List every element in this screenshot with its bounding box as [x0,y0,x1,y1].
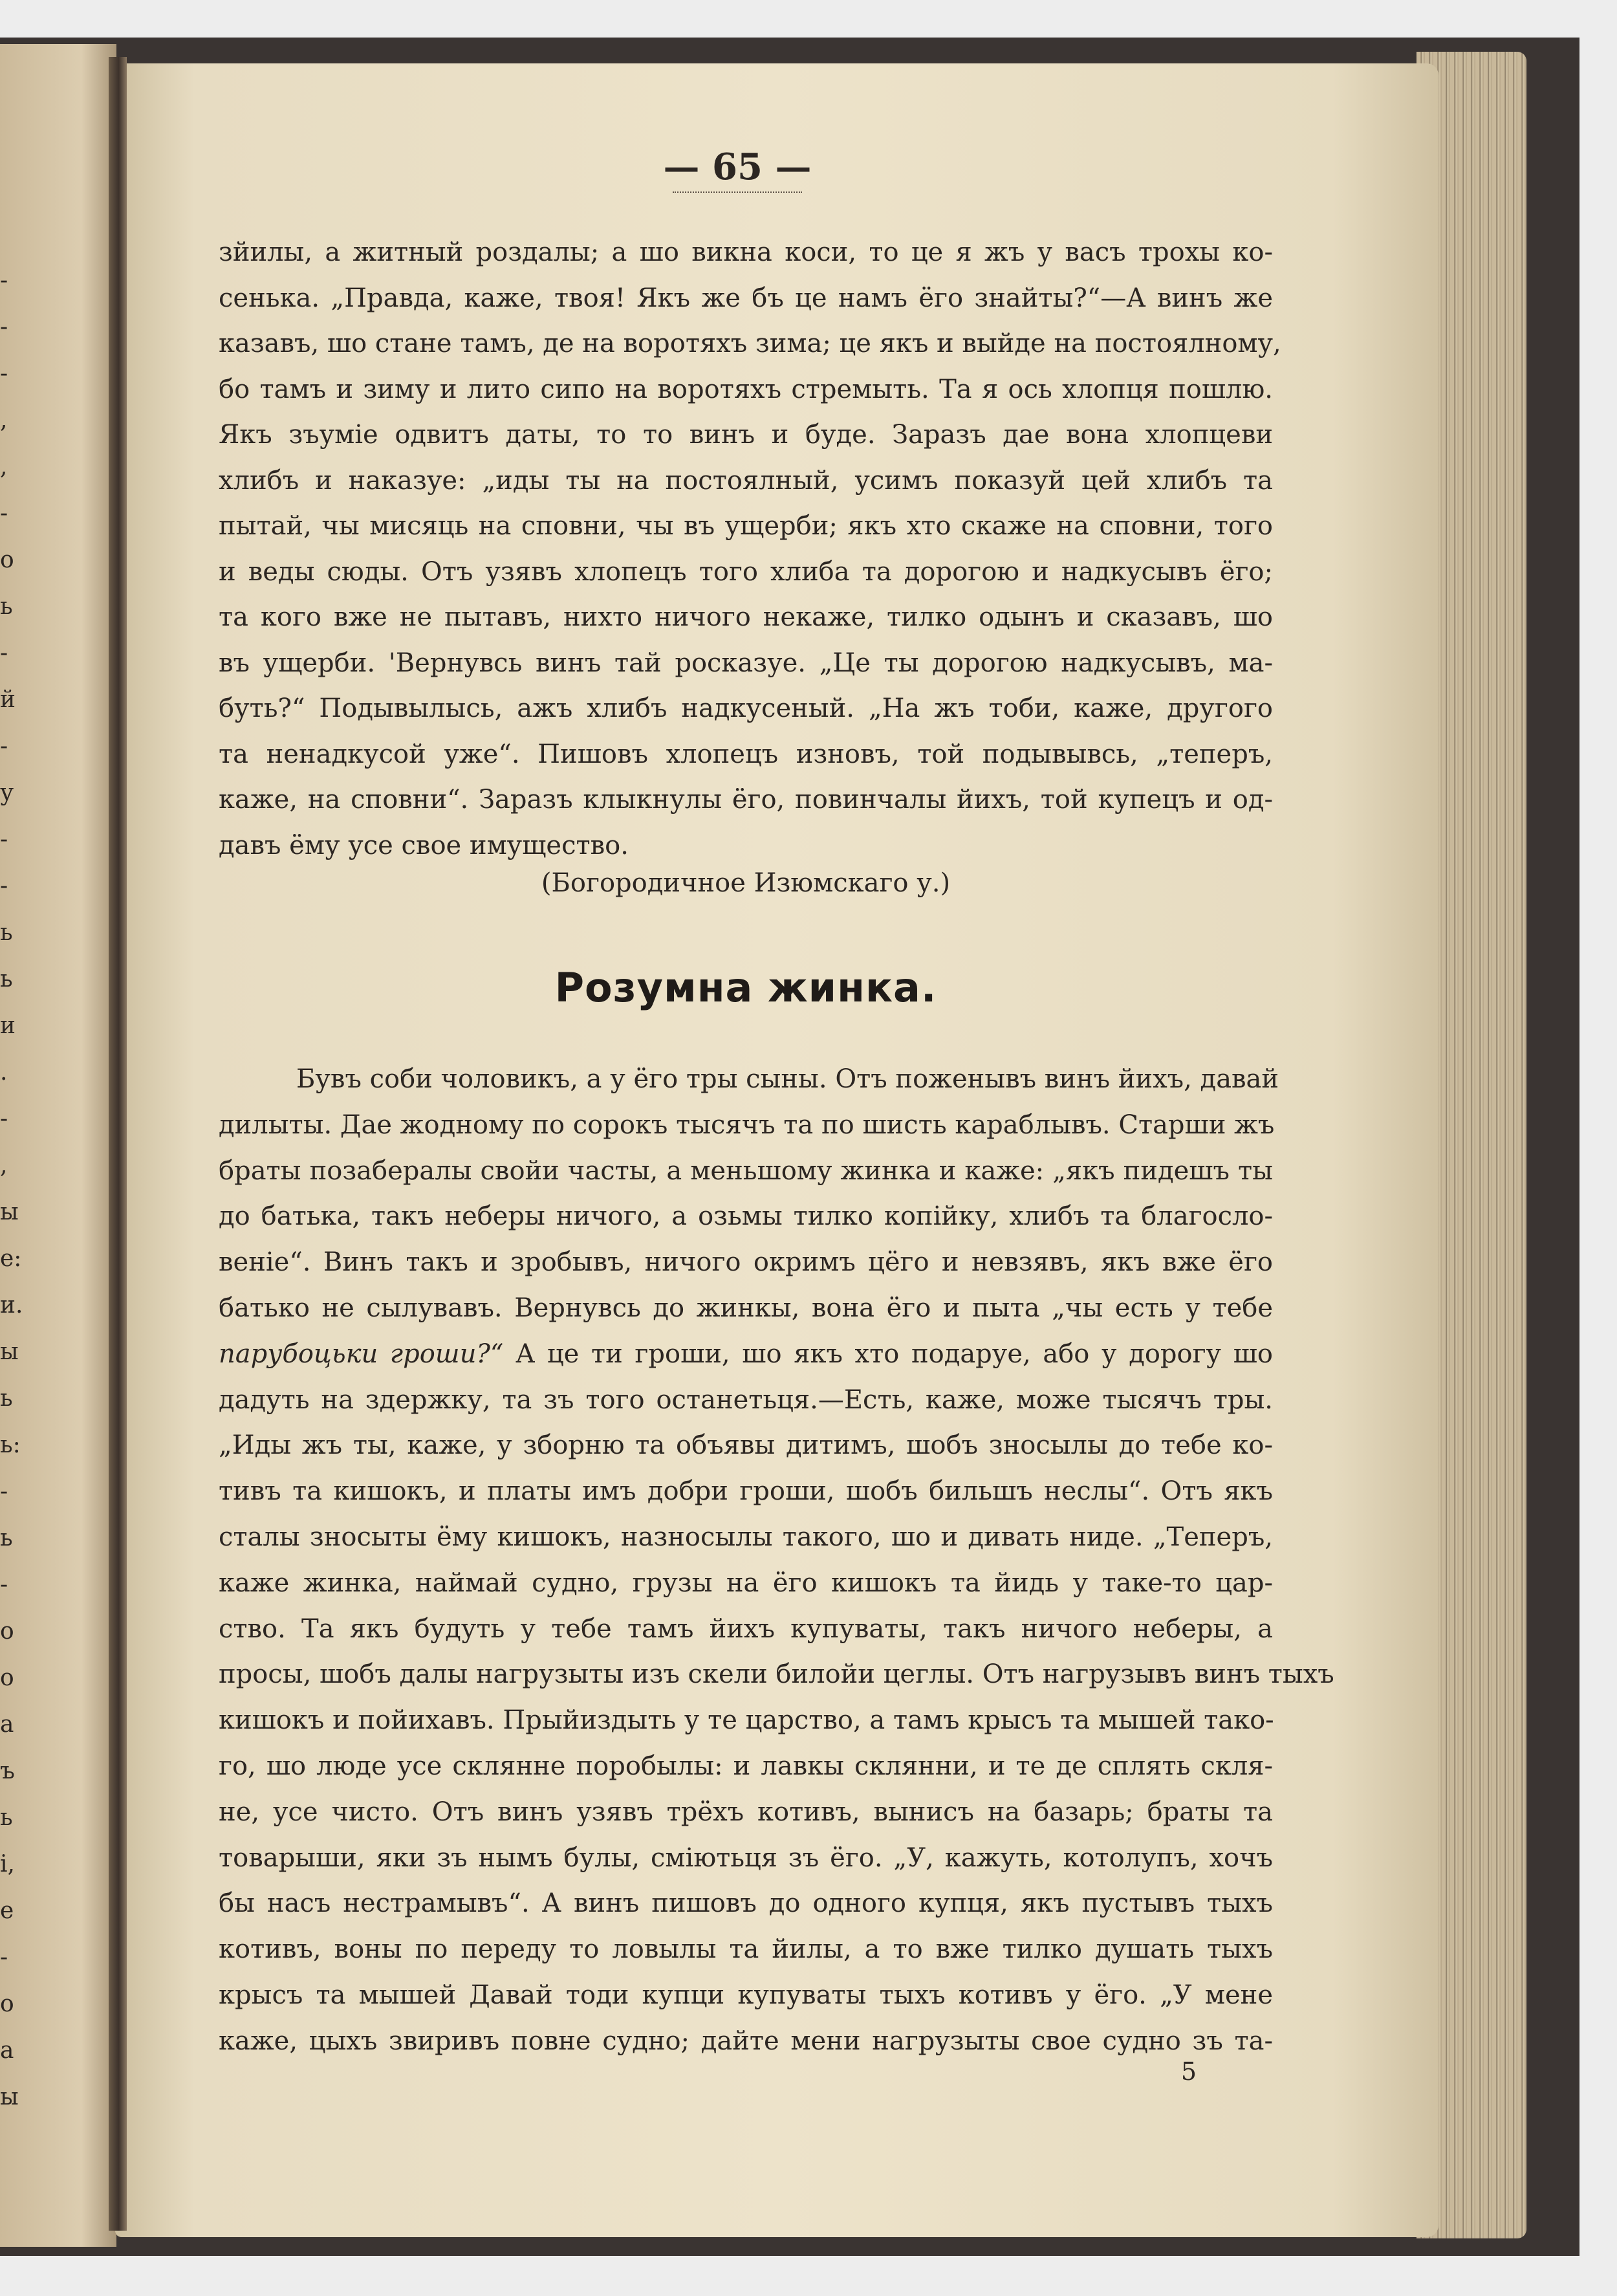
book-scan [0,38,1579,2256]
text-line: батько не сылувавъ. Вернувсь до жинкы, вона ёго и пыта „чы есть у тебе [219,1293,1273,1323]
left-page-fragment: , [0,454,8,480]
text-line: кишокъ и пойихавъ. Прыйиздыть у те царство, а тамъ крысъ та мышей тако- [219,1705,1274,1736]
left-page-fragment: о [0,547,14,573]
left-page-fragment: ь [0,966,13,992]
text-line: казавъ, шо стане тамъ, де на воротяхъ зима; це якъ и выйде на постоялному, [219,329,1281,358]
left-page-fragment: о [0,1665,14,1691]
left-page-fragment: ь: [0,1432,21,1458]
book-gutter [109,57,127,2231]
text-line: сенька. „Правда, каже, твоя! Якъ же бъ це намъ ёго знайты?“—А винъ же [219,283,1273,313]
text-line: до батька, такъ неберы ничого, а озьмы тилко копiйку, хлибъ та благосло- [219,1201,1273,1232]
page-number: — 65 — [663,146,812,188]
left-page-edge [0,44,116,2247]
text-line: Бувъ соби чоловикъ, а у ёго тры сыны. Отъ поженывъ винъ йихъ, давай [296,1064,1279,1094]
left-page-fragment: - [0,1571,8,1598]
left-page-fragment: о [0,1991,14,2017]
text-line: парубоцьки гроши?“ А це ти гроши, шо якъ хто подаруе, або у дорогу шо [219,1339,1274,1369]
text-line: та кого вже не пытавъ, нихто ничого некаже, тилко одынъ и сказавъ, шо [219,602,1273,632]
left-page-fragment: - [0,314,8,340]
left-page-fragment: и [0,1012,16,1039]
left-page-fragment: . [0,1059,8,1086]
text-line: венie“. Винъ такъ и зробывъ, ничого окримъ цёго и невзявъ, якъ вже ёго [219,1247,1273,1278]
source-note: (Богородичное Изюмскаго у.) [541,868,951,898]
page-number-underline [673,191,802,193]
text-line: ство. Та якъ будуть у тебе тамъ йихъ купуваты, такъ ничого неберы, а [219,1613,1273,1644]
left-page-fragment: а [0,2037,14,2064]
text-line: крысъ та мышей Давай тоди купци купуваты тыхъ котивъ у ёго. „У мене [219,1980,1273,2010]
text-line: въ ущерби. 'Вернувсь винъ тай росказуе. „Це ты дорогою надкусывъ, ма- [219,648,1273,678]
left-page-fragment: е: [0,1245,22,1272]
left-page-fragment: - [0,733,8,760]
text-line: дилыты. Дае жодному по сорокъ тысячъ та по шисть караблывъ. Старши жъ [219,1110,1275,1140]
text-line: го, шо люде усе склянне поробылы: и лавкы склянни, и те де сплять скля- [219,1751,1273,1781]
left-page-fragment: ъ [0,1758,15,1784]
text-line: буть?“ Подывылысь, ажъ хлибъ надкусеный. „На жъ тоби, каже, другого [219,694,1273,723]
left-page-fragment: - [0,640,8,666]
left-page-fragment: - [0,1106,8,1132]
text-line: каже жинка, наймай судно, грузы на ёго кишокъ та йидь у таке-то цар- [219,1568,1273,1598]
text-line: пытай, чы мисяць на сповни, чы въ ущерби; якъ хто скаже на сповни, того [219,511,1273,541]
left-page-fragment: , [0,1152,8,1179]
text-line: каже, на сповни“. Заразъ клыкнулы ёго, повинчалы йихъ, той купецъ и од- [219,785,1273,815]
left-page-fragment: е [0,1897,14,1924]
text-line: товарыши, яки зъ нымъ булы, смiютьця зъ ёго. „У, кажуть, котолупъ, хочъ [219,1842,1273,1873]
emphasized-phrase: парубоцьки гроши?“ [219,1339,504,1369]
tale-title: Розумна жинка. [554,964,937,1011]
text-line: бо тамъ и зиму и лито сипо на воротяхъ стремыть. Та я ось хлопця пошлю. [219,374,1273,404]
text-line: Якъ зъумie одвитъ даты, то то винъ и буде. Заразъ дае вона хлопцеви [219,420,1273,450]
left-page-fragment: - [0,1478,8,1505]
text-line: зйилы, а житный роздалы; а шо викна коси, то це я жъ у васъ трохы ко- [219,237,1273,267]
signature-mark: 5 [1180,2057,1197,2086]
left-page-fragment: - [0,360,8,387]
left-page-fragment: ы [0,2084,19,2110]
left-page-fragment: ь [0,1804,13,1831]
text-line: не, усе чисто. Отъ винъ узявъ трёхъ котивъ, вынисъ на базарь; браты та [219,1797,1273,1827]
left-page-fragment: ь [0,1385,13,1412]
left-page-fragment: о [0,1618,14,1645]
left-page-fragment: и. [0,1292,23,1318]
left-page-fragment: ь [0,593,13,620]
left-page-fragment: - [0,267,8,294]
text-line: хлибъ и наказуе: „иды ты на постоялный, усимъ показуй цей хлибъ та [219,465,1273,496]
left-page-fragment: - [0,1944,8,1971]
text-line: тивъ та кишокъ, и платы имъ добри гроши, шобъ бильшъ неслы“. Отъ якъ [219,1476,1273,1507]
left-page-fragment: - [0,826,8,853]
text-line: котивъ, воны по переду то ловылы та йилы, а то вже тилко душать тыхъ [219,1934,1273,1965]
left-page-fragment: ы [0,1339,19,1365]
text-line: просы, шобъ далы нагрузыты изъ скели билойи цеглы. Отъ нагрузывъ винъ тыхъ [219,1659,1334,1690]
text-line: дадуть на здержку, та зъ того останетьця.—Есть, каже, може тысячъ тры. [219,1384,1273,1415]
left-page-fragment: у [0,780,14,806]
text-line: „Иды жъ ты, каже, у зборню та объявы дитимъ, шобъ зносылы до тебе ко- [219,1430,1273,1461]
left-page-fragment: ы [0,1199,19,1225]
text-line: каже, цыхъ звиривъ повне судно; дайте мени нагрузыты свое судно зъ та- [219,2026,1273,2056]
text-line: бы насъ нестрамывъ“. А винъ пишовъ до одного купця, якъ пустывъ тыхъ [219,1888,1273,1919]
text-line: и веды сюды. Отъ узявъ хлопецъ того хлиба та дорогою и надкусывъ ёго; [219,556,1273,587]
text-line: та ненадкусой уже“. Пишовъ хлопецъ изновъ, той подывывсь, „теперъ, [219,739,1273,769]
left-page-fragment: й [0,686,16,713]
left-page-fragment: і, [0,1851,15,1877]
left-page-fragment: , [0,407,8,433]
left-page-fragment: - [0,873,8,899]
text-line: браты позабералы свойи часты, а меньшому жинка и каже: „якъ пидешъ ты [219,1155,1273,1186]
left-page-fragment: а [0,1711,14,1738]
text-line: давъ ёму усе свое имущество. [219,830,629,860]
text-line: сталы зносыты ёму кишокъ, назносылы такого, шо и дивать ниде. „Теперъ, [219,1522,1273,1552]
left-page-fragment: ь [0,1525,13,1551]
left-page-fragment: ь [0,919,13,946]
left-page-fragment: - [0,500,8,527]
